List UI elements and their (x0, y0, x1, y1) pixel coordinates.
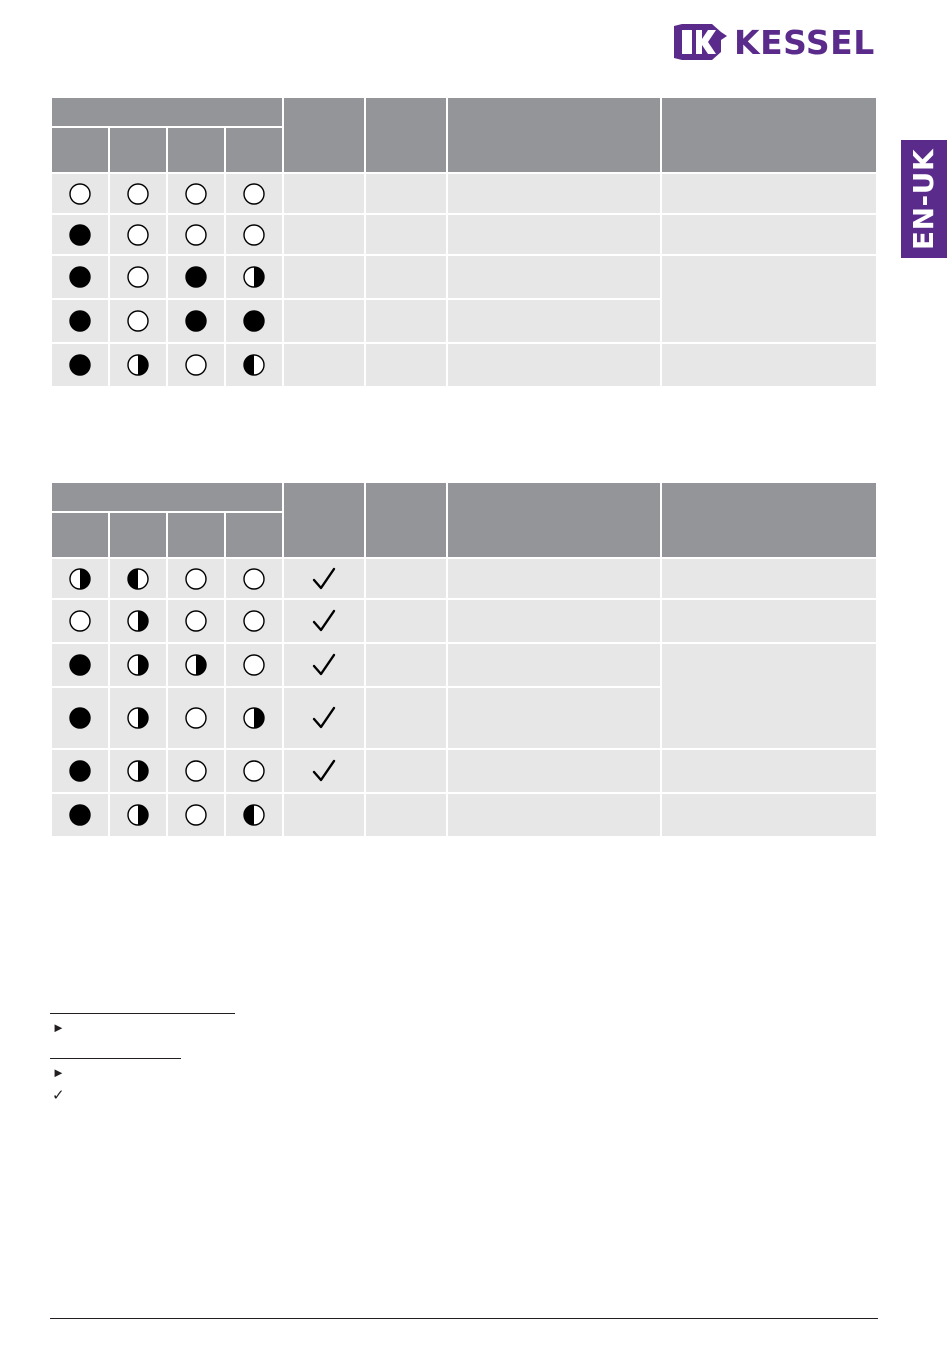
table-cell (365, 214, 447, 255)
table-cell (365, 343, 447, 387)
checkmark-icon (311, 608, 337, 634)
led-on-icon (68, 653, 92, 677)
header-led-2 (109, 127, 167, 173)
led-indicator-off (225, 214, 283, 255)
led-indicator-off (167, 558, 225, 599)
led-half-right-icon (184, 653, 208, 677)
table-cell (447, 299, 661, 343)
led-half-right-icon (68, 567, 92, 591)
table-cell-merged (661, 643, 877, 749)
led-on-icon (68, 265, 92, 289)
table-cell (661, 599, 877, 643)
table-row (51, 558, 877, 599)
led-indicator-off (109, 173, 167, 214)
led-indicator-off (167, 173, 225, 214)
table-cell (661, 793, 877, 837)
table-row (51, 749, 877, 793)
led-on-icon (68, 803, 92, 827)
led-off-icon (184, 567, 208, 591)
led-off-icon (242, 182, 266, 206)
header-col-7 (447, 482, 661, 558)
led-indicator-half-right (109, 343, 167, 387)
header-led-1 (51, 127, 109, 173)
led-indicator-on (51, 793, 109, 837)
check-cell (283, 599, 365, 643)
led-indicator-on (51, 749, 109, 793)
check-cell (283, 558, 365, 599)
checkmark-icon (311, 705, 337, 731)
header-led-1 (51, 512, 109, 558)
led-off-icon (184, 759, 208, 783)
kessel-logo (672, 22, 877, 62)
led-half-right-icon (126, 706, 150, 730)
led-indicator-on (167, 255, 225, 299)
led-indicator-half-right (109, 687, 167, 749)
header-led-4 (225, 127, 283, 173)
led-off-icon (68, 609, 92, 633)
led-indicator-off (167, 343, 225, 387)
header-col-5 (283, 482, 365, 558)
check-cell (283, 643, 365, 687)
led-indicator-on (167, 299, 225, 343)
led-indicator-half-left (109, 558, 167, 599)
led-indicator-off (225, 558, 283, 599)
led-indicator-half-right (51, 558, 109, 599)
table-cell (447, 343, 661, 387)
led-half-left-icon (242, 803, 266, 827)
check-cell (283, 793, 365, 837)
led-indicator-on (225, 299, 283, 343)
header-led-2 (109, 512, 167, 558)
led-half-right-icon (242, 706, 266, 730)
play-arrow-icon: ► (52, 1020, 65, 1035)
language-tab-label: EN-UK (907, 148, 941, 250)
table-row (51, 214, 877, 255)
led-indicator-off (225, 599, 283, 643)
table-cell (661, 558, 877, 599)
table-cell (447, 749, 661, 793)
table-cell (447, 558, 661, 599)
table-cell (447, 173, 661, 214)
table-row (51, 255, 877, 299)
table-cell (661, 214, 877, 255)
led-indicator-off (225, 643, 283, 687)
led-on-icon (68, 759, 92, 783)
header-led-group (51, 97, 283, 127)
table-row (51, 599, 877, 643)
table-row (51, 793, 877, 837)
table-cell-merged (661, 255, 877, 343)
table-cell (447, 643, 661, 687)
led-indicator-on (51, 687, 109, 749)
led-indicator-off (225, 173, 283, 214)
header-col-6 (365, 97, 447, 173)
led-on-icon (68, 353, 92, 377)
led-half-right-icon (126, 653, 150, 677)
table-cell (365, 793, 447, 837)
led-off-icon (242, 567, 266, 591)
table-cell (365, 599, 447, 643)
led-on-icon (242, 309, 266, 333)
led-on-icon (68, 309, 92, 333)
check-cell (283, 173, 365, 214)
led-off-icon (242, 759, 266, 783)
legend-heading-rule-2 (50, 1058, 181, 1059)
table-cell (365, 255, 447, 299)
led-off-icon (184, 353, 208, 377)
logo-wordmark: KESSEL (734, 23, 875, 62)
led-indicator-half-right (167, 643, 225, 687)
led-off-icon (126, 182, 150, 206)
check-cell (283, 255, 365, 299)
led-indicator-off (51, 599, 109, 643)
led-indicator-half-left (225, 343, 283, 387)
checkmark-icon (311, 652, 337, 678)
led-off-icon (126, 223, 150, 247)
led-indicator-off (167, 214, 225, 255)
led-off-icon (184, 706, 208, 730)
led-status-table-2 (50, 481, 878, 838)
table-row (51, 643, 877, 687)
led-status-table-1 (50, 96, 878, 388)
led-off-icon (184, 609, 208, 633)
check-cell (283, 214, 365, 255)
checkmark-icon (311, 758, 337, 784)
led-indicator-off (109, 255, 167, 299)
led-indicator-half-right (225, 255, 283, 299)
led-off-icon (184, 223, 208, 247)
led-off-icon (68, 182, 92, 206)
table-cell (661, 343, 877, 387)
led-indicator-off (167, 687, 225, 749)
led-half-right-icon (126, 353, 150, 377)
led-indicator-on (51, 299, 109, 343)
table-row (51, 173, 877, 214)
header-col-6 (365, 482, 447, 558)
table-cell (447, 599, 661, 643)
language-tab (901, 140, 947, 258)
led-off-icon (242, 653, 266, 677)
led-indicator-off (109, 299, 167, 343)
checkmark-icon: ✓ (52, 1087, 65, 1104)
led-off-icon (126, 309, 150, 333)
led-indicator-half-left (225, 793, 283, 837)
table-cell (365, 749, 447, 793)
check-cell (283, 299, 365, 343)
table-cell (447, 687, 661, 749)
footer-rule (50, 1318, 878, 1319)
led-indicator-on (51, 643, 109, 687)
header-col-8 (661, 97, 877, 173)
led-half-right-icon (126, 759, 150, 783)
check-cell (283, 343, 365, 387)
led-off-icon (242, 223, 266, 247)
legend-heading-rule-1 (50, 1013, 235, 1014)
header-led-3 (167, 512, 225, 558)
led-half-left-icon (242, 353, 266, 377)
table-row (51, 343, 877, 387)
led-off-icon (242, 609, 266, 633)
table-cell (447, 214, 661, 255)
led-half-right-icon (126, 803, 150, 827)
led-indicator-on (51, 255, 109, 299)
led-indicator-half-right (109, 643, 167, 687)
led-half-left-icon (126, 567, 150, 591)
led-indicator-off (51, 173, 109, 214)
led-indicator-off (109, 214, 167, 255)
header-col-8 (661, 482, 877, 558)
led-indicator-off (167, 749, 225, 793)
table-cell (365, 299, 447, 343)
led-indicator-off (167, 599, 225, 643)
led-indicator-off (167, 793, 225, 837)
check-cell (283, 687, 365, 749)
table-cell (365, 558, 447, 599)
header-led-group (51, 482, 283, 512)
led-indicator-off (225, 749, 283, 793)
table-cell (661, 173, 877, 214)
table-cell (661, 749, 877, 793)
led-off-icon (126, 265, 150, 289)
checkmark-icon (311, 566, 337, 592)
led-indicator-on (51, 214, 109, 255)
led-indicator-half-right (225, 687, 283, 749)
led-on-icon (68, 706, 92, 730)
header-led-4 (225, 512, 283, 558)
led-on-icon (184, 309, 208, 333)
led-half-right-icon (242, 265, 266, 289)
table-cell (447, 793, 661, 837)
table-cell (365, 687, 447, 749)
led-indicator-half-right (109, 599, 167, 643)
header-col-7 (447, 97, 661, 173)
play-arrow-icon: ► (52, 1065, 65, 1080)
led-indicator-half-right (109, 749, 167, 793)
led-indicator-on (51, 343, 109, 387)
table-cell (447, 255, 661, 299)
header-led-3 (167, 127, 225, 173)
led-on-icon (68, 223, 92, 247)
table-cell (365, 173, 447, 214)
led-off-icon (184, 803, 208, 827)
led-off-icon (184, 182, 208, 206)
header-col-5 (283, 97, 365, 173)
led-on-icon (184, 265, 208, 289)
table-cell (365, 643, 447, 687)
led-half-right-icon (126, 609, 150, 633)
led-indicator-half-right (109, 793, 167, 837)
check-cell (283, 749, 365, 793)
